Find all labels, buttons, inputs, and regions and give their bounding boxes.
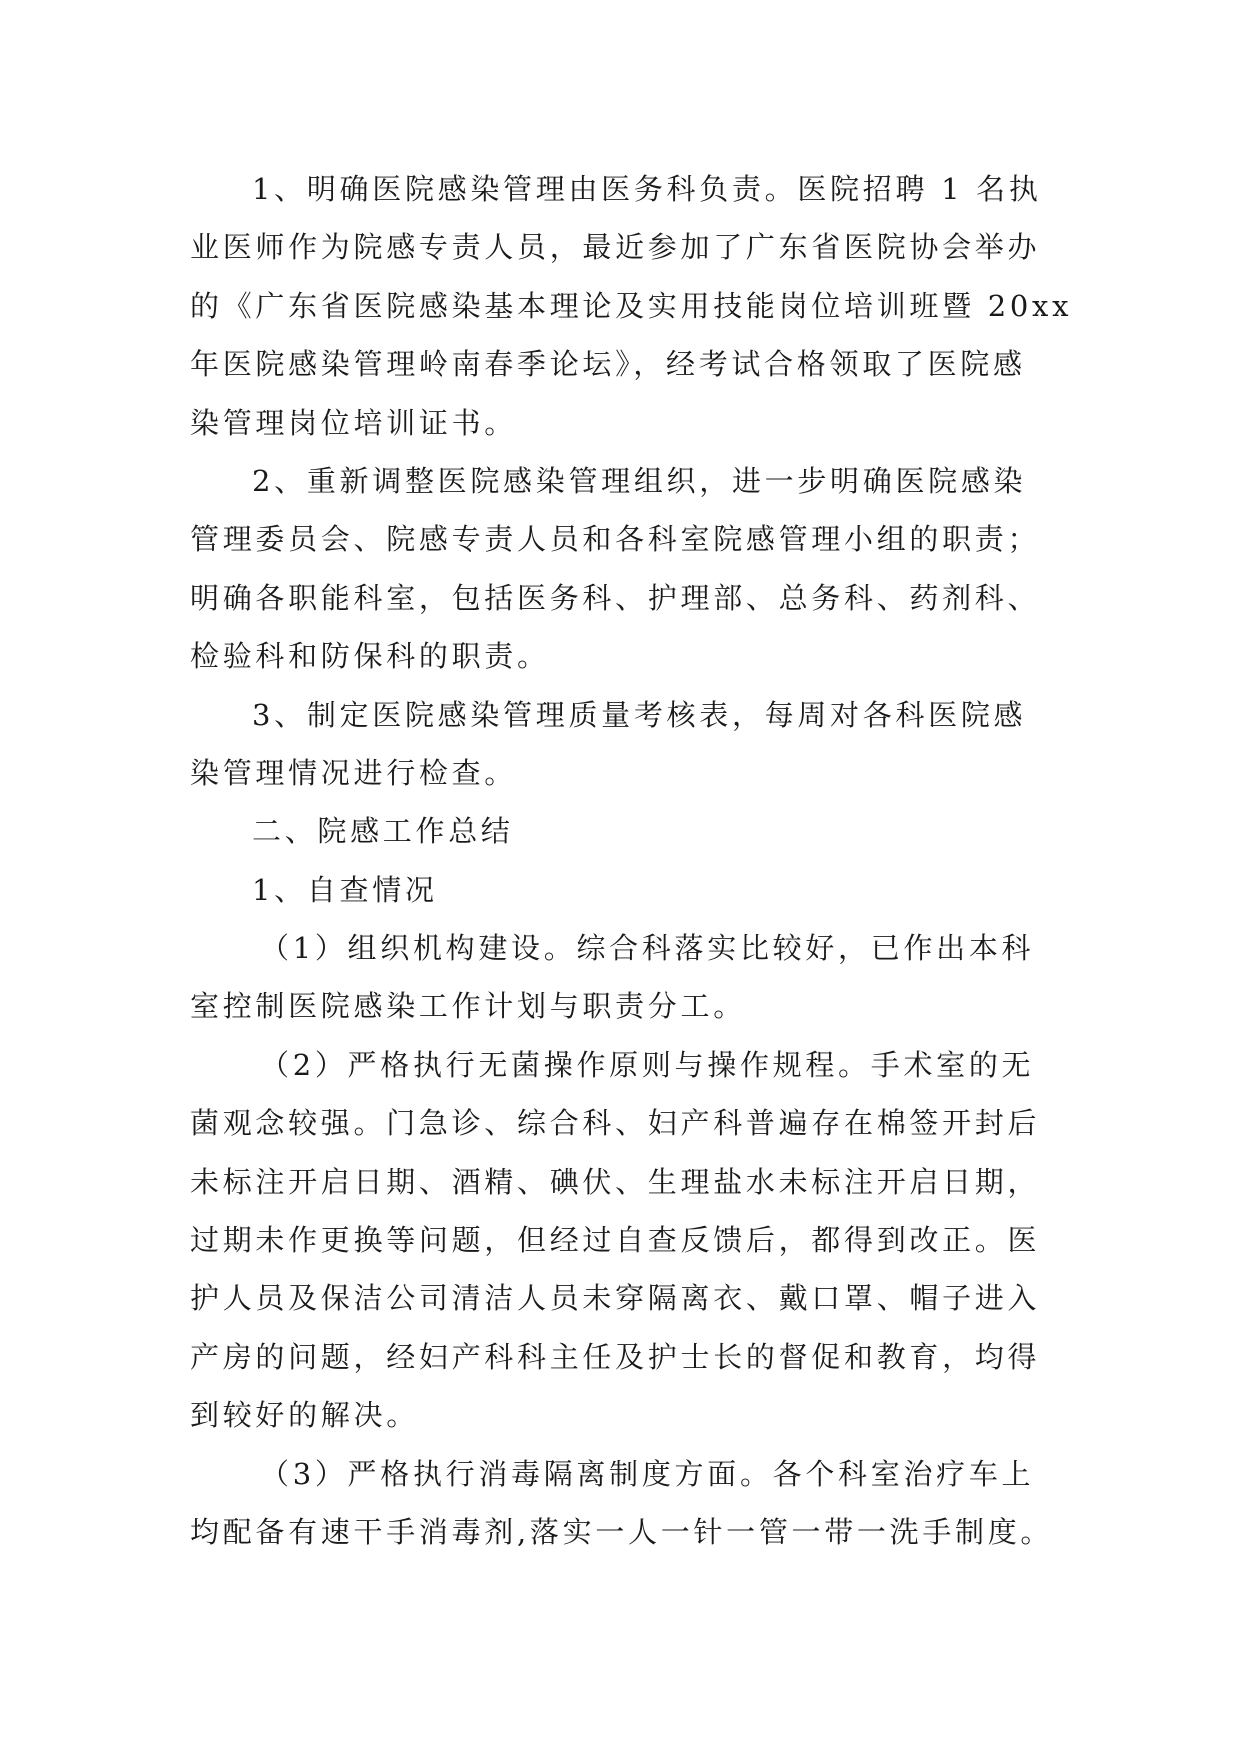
text-line: 菌观念较强。门急诊、综合科、妇产科普遍存在棉签开封后	[190, 1106, 1041, 1141]
text-line: 3、制定医院感染管理质量考核表，每周对各科医院感	[252, 697, 1027, 732]
text-line: （3）严格执行消毒隔离制度方面。各个科室治疗车上	[260, 1456, 1035, 1491]
text-line: 染管理岗位培训证书。	[190, 405, 518, 440]
subsection-heading: 1、自查情况	[252, 872, 438, 907]
text-line: 管理委员会、院感专责人员和各科室院感管理小组的职责；	[190, 522, 1041, 557]
document-body	[190, 160, 1073, 1561]
text-line: 到较好的解决。	[190, 1398, 419, 1433]
text-line: 产房的问题，经妇产科科主任及护士长的督促和教育，均得	[190, 1339, 1041, 1374]
text-line: 检验科和防保科的职责。	[190, 639, 550, 674]
text-line: 业医师作为院感专责人员，最近参加了广东省医院协会举办	[190, 230, 1041, 265]
text-line: 未标注开启日期、酒精、碘伏、生理盐水未标注开启日期，	[190, 1164, 1041, 1199]
text-line: 均配备有速干手消毒剂,落实一人一针一管一带一洗手制度。	[190, 1514, 1054, 1549]
text-line: 过期未作更换等问题，但经过自查反馈后，都得到改正。医	[190, 1223, 1041, 1258]
text-line: 明确各职能科室，包括医务科、护理部、总务科、药剂科、	[190, 580, 1041, 615]
text-line: 1、明确医院感染管理由医务科负责。医院招聘 1 名执	[252, 172, 1042, 206]
text-line: 2、重新调整医院感染管理组织，进一步明确医院感染	[252, 463, 1027, 498]
text-line: （2）严格执行无菌操作原则与操作规程。手术室的无	[260, 1047, 1035, 1082]
text-line: 染管理情况进行检查。	[190, 755, 518, 790]
text-line: 年医院感染管理岭南春季论坛》，经考试合格领取了医院感	[190, 347, 1026, 382]
text-line: （1）组织机构建设。综合科落实比较好，已作出本科	[260, 931, 1035, 966]
text-line: 护人员及保洁公司清洁人员未穿隔离衣、戴口罩、帽子进入	[190, 1281, 1041, 1316]
section-heading: 二、院感工作总结	[252, 814, 514, 849]
text-line: 室控制医院感染工作计划与职责分工。	[190, 989, 746, 1024]
text-line: 的《广东省医院感染基本理论及实用技能岗位培训班暨 20xx	[190, 288, 1073, 323]
